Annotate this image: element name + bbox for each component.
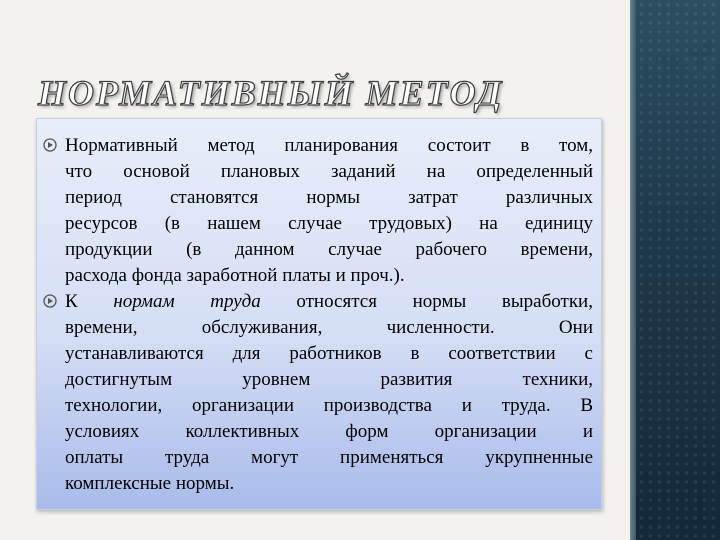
bullet-line: расхода фонда заработной платы и проч.).: [65, 265, 405, 286]
content-box: [36, 118, 602, 510]
bullet-line: оплаты труда могут применяться укрупненные: [65, 447, 593, 468]
bullet-line: период становятся нормы затрат различных: [65, 187, 593, 208]
bullet-line: условиях коллективных форм организации и: [65, 421, 593, 442]
bullet-line: что основой плановых заданий на определенный: [65, 161, 593, 182]
bullet-line: устанавливаются для работников в соответствии с: [65, 343, 593, 364]
italic-term: нормам труда: [113, 291, 261, 312]
line-prefix: К: [65, 291, 114, 312]
bullet-item-normative-method: [65, 133, 593, 289]
bullet-item-labor-norms: [65, 289, 593, 497]
bullet-line: достигнутым уровнем развития техники,: [65, 369, 593, 390]
circled-bullet-icon: [43, 294, 57, 308]
bullet-line: технологии, организации производства и труда. В: [65, 395, 593, 416]
bullet-line: ресурсов (в нашем случае трудовых) на единицу: [65, 213, 593, 234]
bullet-line: Нормативный метод планирования состоит в том,: [65, 135, 593, 156]
slide-title: НОРМАТИВНЫЙ МЕТОД: [38, 73, 504, 113]
side-decor-panel: [636, 0, 720, 540]
line-suffix: относятся нормы выработки,: [260, 291, 593, 312]
bullet-line: комплексные нормы.: [65, 473, 235, 494]
circled-bullet-icon: [43, 138, 57, 152]
bullet-line-first: [65, 289, 593, 315]
bullet-line: времени, обслуживания, численности. Они: [65, 317, 593, 338]
bullet-line: продукции (в данном случае рабочего времени,: [65, 239, 593, 260]
